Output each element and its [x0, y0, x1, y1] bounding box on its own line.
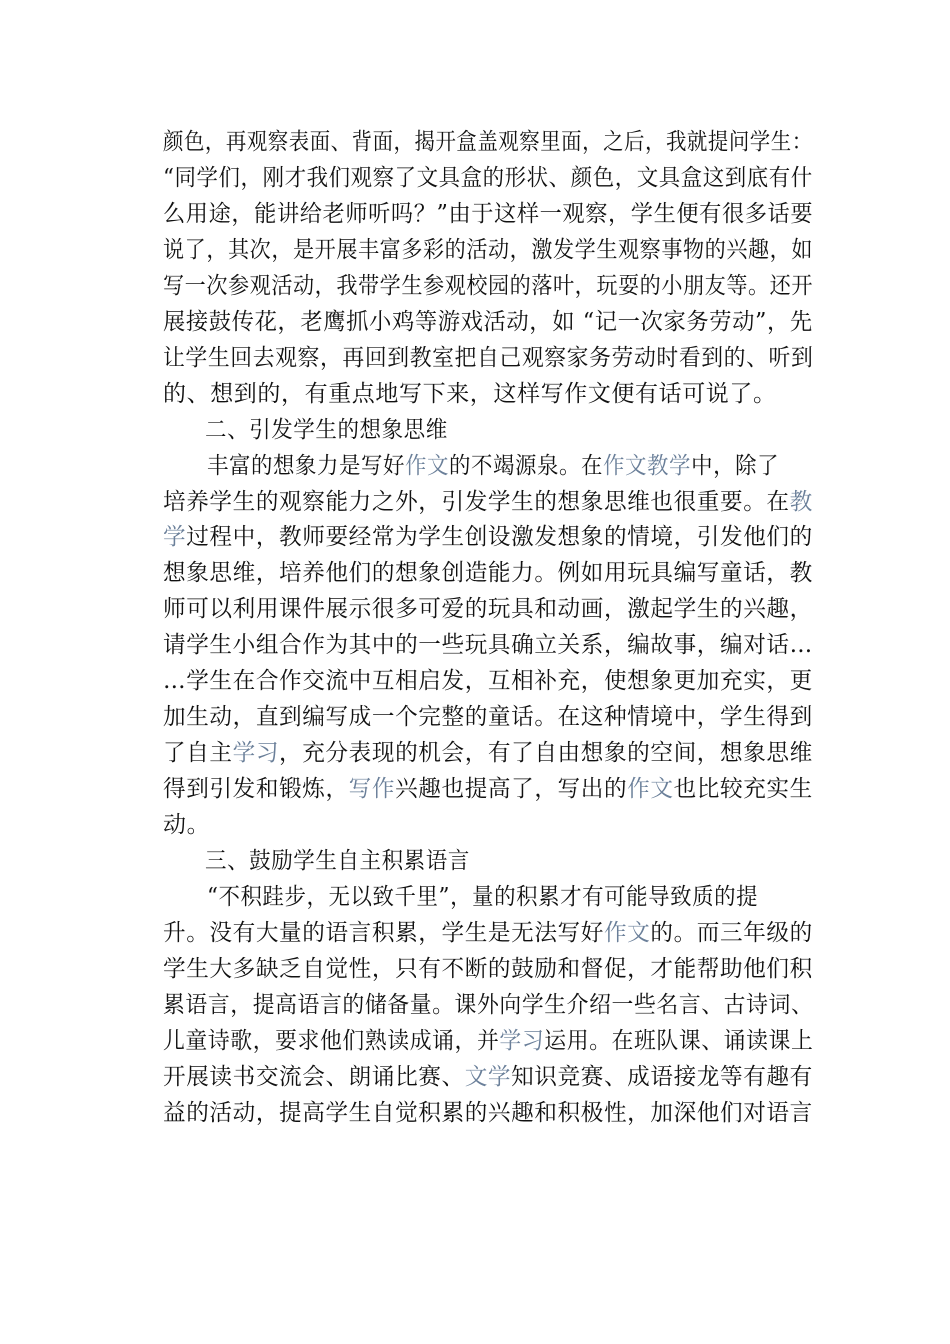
section-heading	[205, 843, 813, 879]
text-span: 升。没有大量的语言积累，学生是无法写好	[163, 920, 604, 946]
paragraph-line	[163, 519, 813, 555]
text-span: 学生大多缺乏自觉性，只有不断的鼓励和督促，才能帮助他们积	[163, 956, 813, 982]
text-span: 师可以利用课件展示很多可爱的玩具和动画，激起学生的兴趣，	[163, 596, 813, 622]
text-span: 展接鼓传花，老鹰抓小鸡等游戏活动，如 “记一次家务劳动”，先	[163, 309, 813, 335]
text-span: ，充分表现的机会，有了自由想象的空间，想象思维	[279, 740, 813, 766]
text-span: 动。	[163, 812, 211, 838]
paragraph-line	[163, 951, 813, 987]
keyword-link[interactable]: 作文	[627, 776, 674, 802]
text-span: 中，除了	[691, 453, 780, 479]
keyword-link[interactable]: 文学	[464, 1064, 512, 1090]
text-span: 知识竞赛、成语接龙等有趣有	[511, 1064, 813, 1090]
text-span: 累语言，提高语言的储备量。课外向学生介绍一些名言、古诗词、	[163, 992, 814, 1018]
keyword-link[interactable]: 学	[163, 524, 187, 550]
paragraph-line	[163, 196, 814, 232]
keyword-link[interactable]: 作文	[405, 453, 450, 479]
section-heading	[205, 412, 813, 448]
paragraph-line	[163, 268, 814, 304]
keyword-link[interactable]: 作文教学	[603, 453, 692, 479]
paragraph-line	[163, 771, 813, 807]
text-span: 了自主	[163, 740, 233, 766]
text-span: 想象思维，培养他们的想象创造能力。例如用玩具编写童话，教	[163, 560, 813, 586]
text-span: 让学生回去观察，再回到教室把自己观察家务劳动时看到的、听到	[163, 345, 814, 371]
paragraph-line	[163, 915, 813, 951]
text-span: 儿童诗歌，要求他们熟读成诵，并	[163, 1028, 500, 1054]
text-span: 的不竭源泉。在	[449, 453, 604, 479]
text-span: 运用。在班队课、诵读课上	[544, 1028, 814, 1054]
paragraph-line	[163, 160, 813, 196]
paragraph-line	[163, 340, 814, 376]
text-span: 请学生小组合作为其中的一些玩具确立关系，编故事，编对话…	[163, 632, 813, 658]
paragraph-line	[163, 232, 814, 268]
paragraph-line	[163, 699, 813, 735]
keyword-link[interactable]: 学习	[232, 740, 280, 766]
paragraph-line	[163, 484, 813, 520]
keyword-link[interactable]: 学习	[499, 1028, 545, 1054]
text-span: 的、想到的，有重点地写下来，这样写作文便有话可说了。	[163, 381, 777, 407]
text-span: 培养学生的观察能力之外，引发学生的想象思维也很重要。在	[163, 489, 790, 515]
keyword-link[interactable]: 写作	[348, 776, 396, 802]
text-span: 兴趣也提高了，写出的	[395, 776, 628, 802]
paragraph-line	[163, 807, 813, 843]
text-span: 么用途，能讲给老师听吗？”由于这样一观察，学生便有很多话要	[163, 201, 814, 227]
text-span: “同学们，刚才我们观察了文具盒的形状、颜色，文具盒这到底有什	[163, 165, 813, 191]
text-span: 过程中，教师要经常为学生创设激发想象的情境，引发他们的	[186, 524, 813, 550]
paragraph-line	[163, 627, 813, 663]
paragraph-line	[163, 591, 813, 627]
paragraph-line	[163, 1095, 813, 1131]
text-span: 丰富的想象力是写好	[207, 453, 406, 479]
keyword-link[interactable]: 教	[789, 489, 813, 515]
text-span: 说了，其次，是开展丰富多彩的活动，激发学生观察事物的兴趣，如	[163, 237, 814, 263]
paragraph-line	[163, 987, 814, 1023]
paragraph-line	[163, 1023, 814, 1059]
paragraph-line	[163, 735, 813, 771]
text-span: 益的活动，提高学生自觉积累的兴趣和积极性，加深他们对语言	[163, 1100, 813, 1126]
text-span: 颜色，再观察表面、背面，揭开盒盖观察里面，之后，我就提问学生：	[163, 129, 813, 155]
paragraph-line	[163, 555, 813, 591]
text-span: 二、引发学生的想象思维	[205, 417, 448, 443]
paragraph-line	[163, 376, 813, 412]
text-span: 加生动，直到编写成一个完整的童话。在这种情境中，学生得到	[163, 704, 813, 730]
text-span: 也比较充实生	[673, 776, 813, 802]
text-span: 写一次参观活动，我带学生参观校园的落叶，玩耍的小朋友等。还开	[163, 273, 814, 299]
paragraph-line	[163, 304, 813, 340]
text-span: 开展读书交流会、朗诵比赛、	[163, 1064, 465, 1090]
text-span: 三、鼓励学生自主积累语言	[205, 848, 470, 874]
paragraph-line	[163, 1059, 813, 1095]
paragraph-line	[163, 124, 813, 160]
paragraph-line	[163, 663, 813, 699]
paragraph-line	[207, 448, 813, 484]
text-span: 得到引发和锻炼，	[163, 776, 349, 802]
text-span: “不积跬步，无以致千里”，量的积累才有可能导致质的提	[207, 884, 759, 910]
paragraph-line	[207, 879, 813, 915]
keyword-link[interactable]: 作文	[603, 920, 651, 946]
text-span: …学生在合作交流中互相启发，互相补充，使想象更加充实，更	[163, 668, 813, 694]
text-span: 的。而三年级的	[650, 920, 813, 946]
